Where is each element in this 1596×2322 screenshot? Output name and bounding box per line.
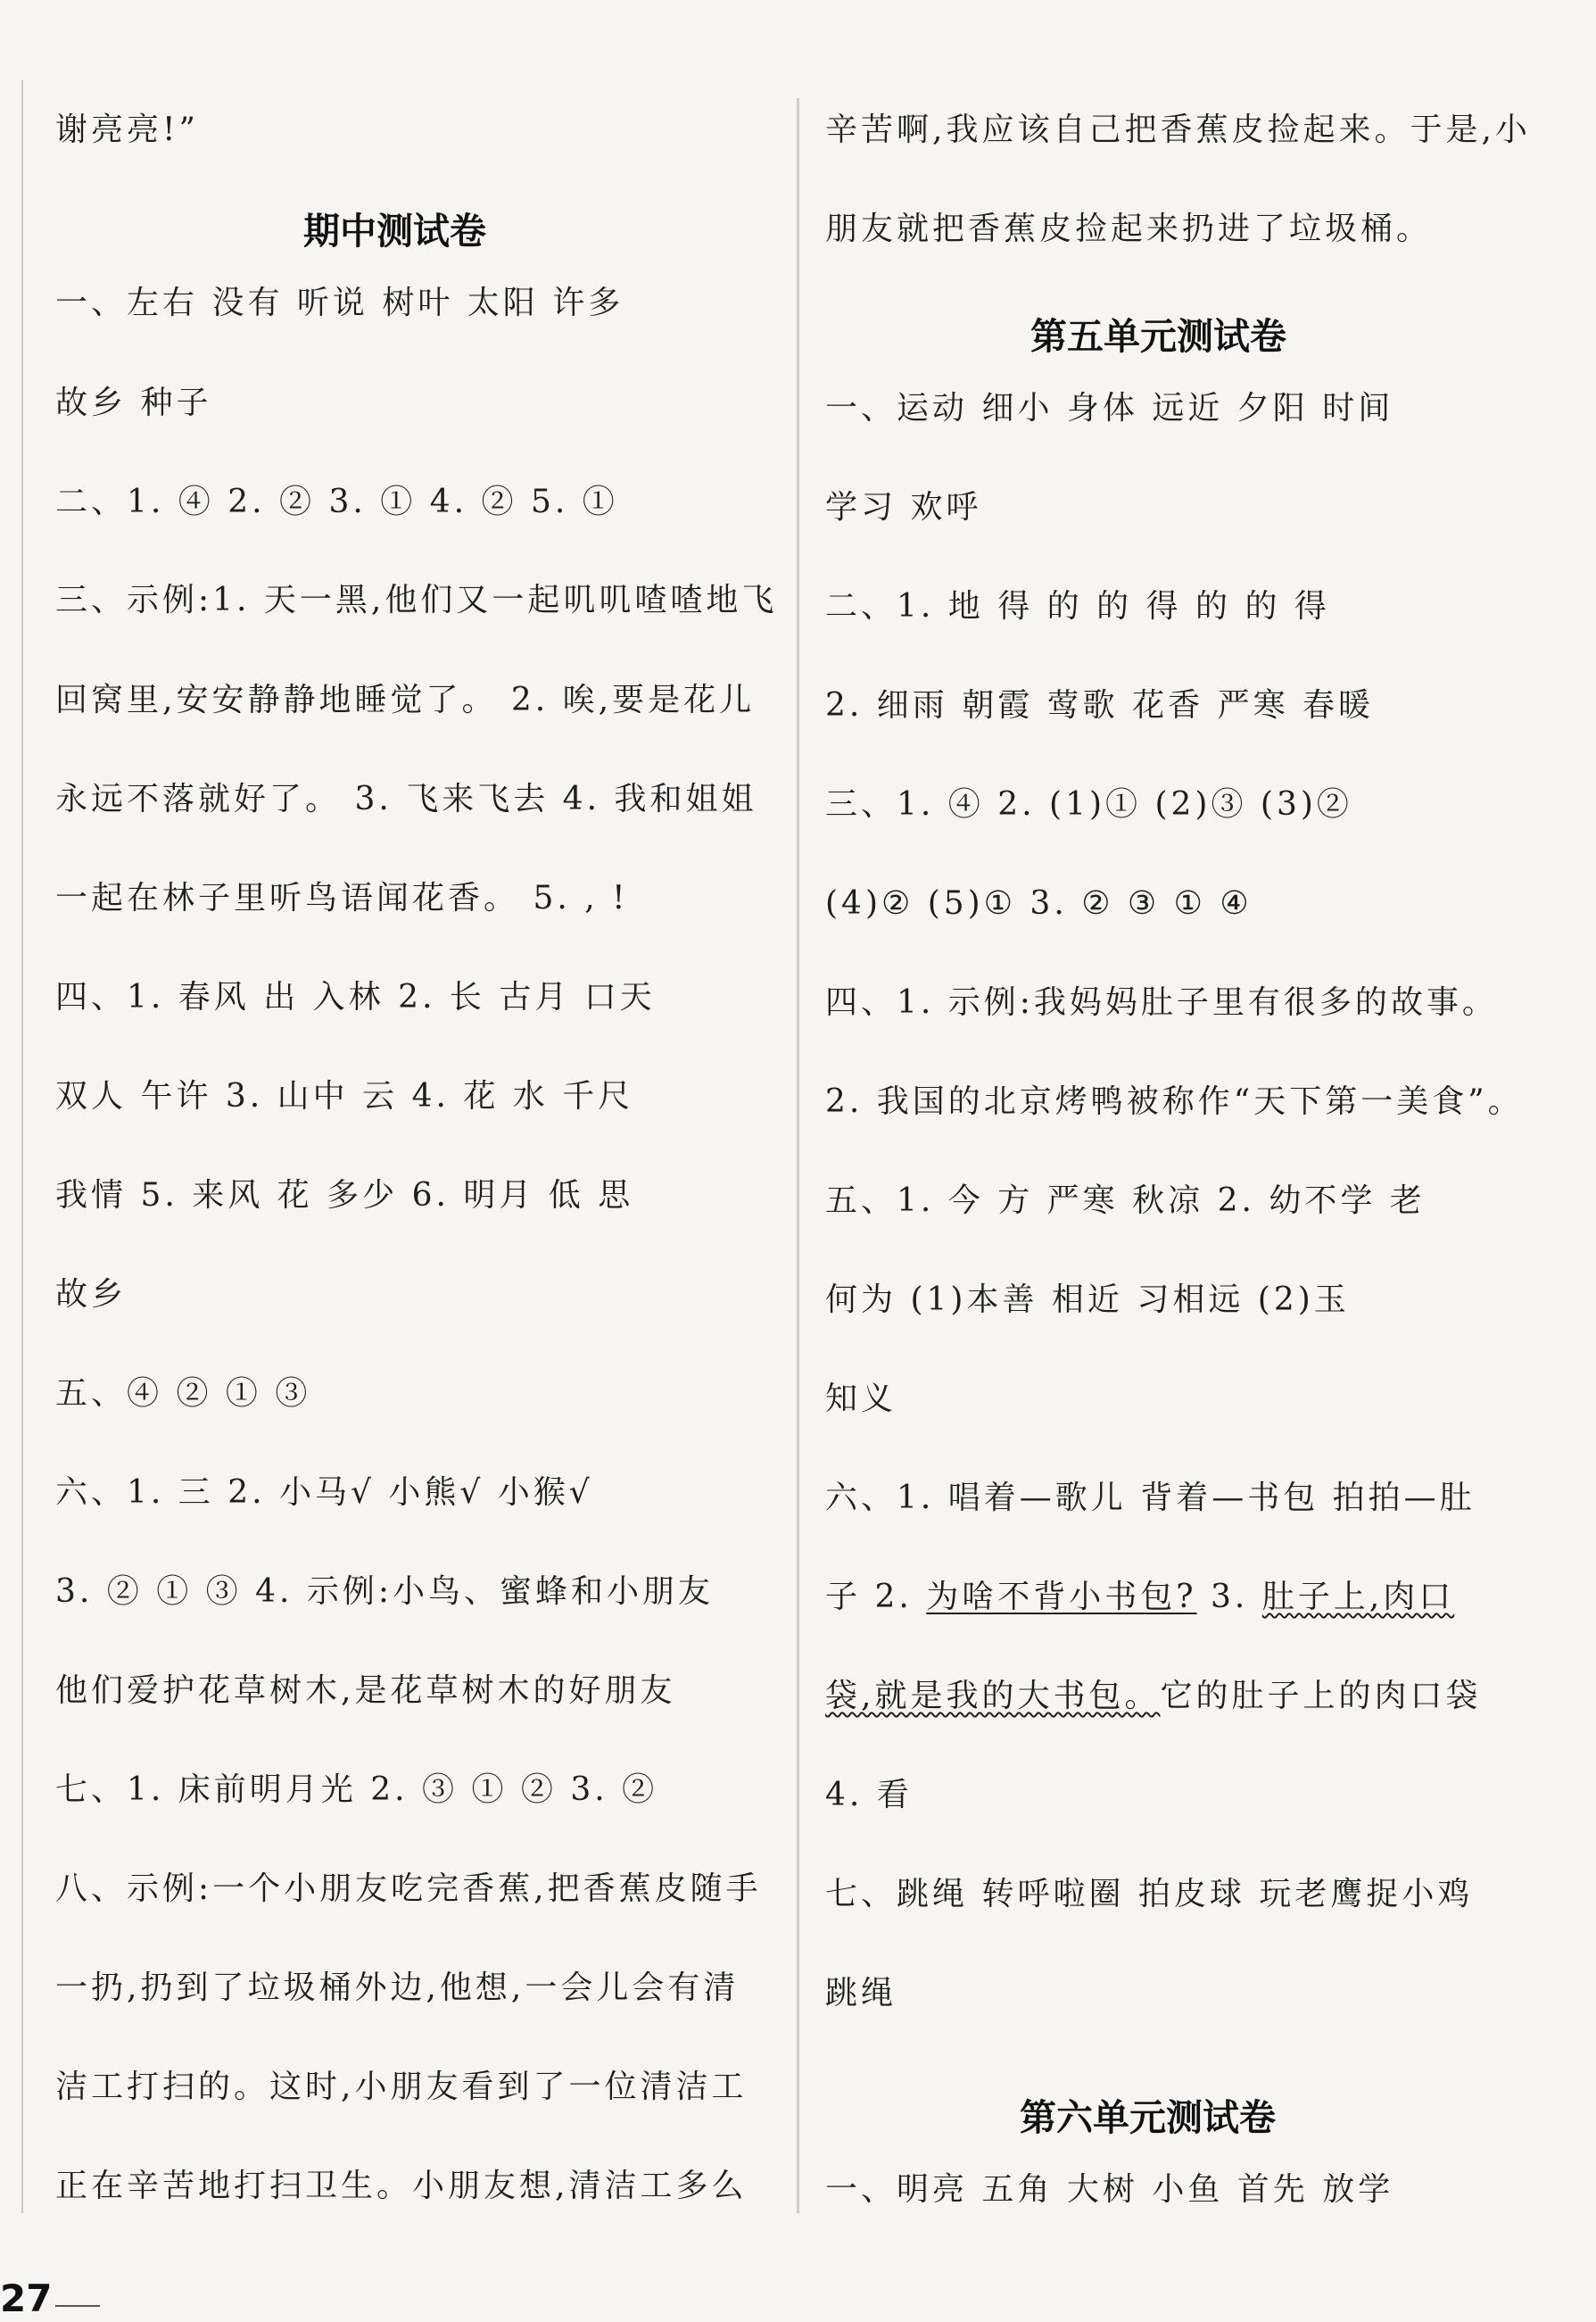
text-line: 三、1. ④ 2. (1)① (2)③ (3)② (825, 786, 1352, 823)
text-line: 双人 午许 3. 山中 云 4. 花 水 千尺 (55, 1078, 634, 1115)
text-line: 4. 看 (825, 1777, 913, 1813)
page-number-dash (55, 2305, 100, 2307)
text-line: 六、1. 唱着—歌儿 背着—书包 拍拍—肚 (825, 1480, 1476, 1516)
text-line: 2. 我国的北京烤鸭被称作“天下第一美食”。 (825, 1083, 1524, 1120)
text-line: 八、示例:一个小朋友吃完香蕉,把香蕉皮随手 (55, 1870, 762, 1907)
text-line: 一起在林子里听鸟语闻花香。 5. , ! (55, 880, 629, 916)
text-line: 跳绳 (825, 1975, 897, 2011)
text-segment: 3. (1196, 1579, 1262, 1615)
text-line: 回窝里,安安静静地睡觉了。 2. 唉,要是花儿 (55, 682, 756, 718)
text-line: 何为 (1)本善 相近 习相远 (2)玉 (825, 1281, 1350, 1318)
column-divider (797, 98, 799, 2213)
text-line: 一、左右 没有 听说 树叶 太阳 许多 (55, 285, 624, 321)
text-line: 二、1. ④ 2. ② 3. ① 4. ② 5. ① (55, 484, 618, 520)
page-number: 27 (0, 2276, 53, 2320)
text-line: 三、示例:1. 天一黑,他们又一起叽叽喳喳地飞 (55, 582, 778, 618)
text-line: 故乡 (55, 1276, 128, 1313)
text-line: 知义 (825, 1381, 897, 1417)
text-line: 一、明亮 五角 大树 小鱼 首先 放学 (825, 2171, 1394, 2208)
text-line: 六、1. 三 2. 小马√ 小熊√ 小猴√ (55, 1474, 593, 1511)
wavy-underlined-answer: 肚子上,肉口 (1261, 1579, 1455, 1615)
section-heading-unit6: 第六单元测试卷 (1020, 2096, 1276, 2139)
text-line: 2. 细雨 朝霞 莺歌 花香 严寒 春暖 (825, 687, 1375, 724)
text-line: (4)② (5)① 3. ② ③ ① ④ (825, 885, 1253, 922)
section-heading-midterm: 期中测试卷 (303, 210, 486, 253)
underlined-answer: 为啥不背小书包? (926, 1579, 1197, 1615)
section-heading-unit5: 第五单元测试卷 (1030, 315, 1286, 358)
text-line: 我情 5. 来风 花 多少 6. 明月 低 思 (55, 1177, 634, 1214)
text-line: 五、④ ② ① ③ (55, 1375, 311, 1412)
text-line: 四、1. 示例:我妈妈肚子里有很多的故事。 (825, 984, 1498, 1021)
text-line-underlined (825, 1677, 1481, 1716)
text-line: 故乡 种子 (55, 385, 212, 421)
text-line: 正在辛苦地打扫卫生。小朋友想,清洁工多么 (55, 2168, 748, 2204)
text-line: 洁工打扫的。这时,小朋友看到了一位清洁工 (55, 2069, 748, 2105)
text-segment: 它的肚子上的肉口袋 (1160, 1678, 1482, 1714)
text-segment: 子 2. (825, 1579, 927, 1615)
text-line: 他们爱护花草树木,是花草树木的好朋友 (55, 1672, 676, 1709)
text-line: 七、跳绳 转呼啦圈 拍皮球 玩老鹰捉小鸡 (825, 1876, 1474, 1912)
text-line: 一扔,扔到了垃圾桶外边,他想,一会儿会有清 (55, 1970, 740, 2006)
left-margin-rule (21, 80, 23, 2213)
text-line: 七、1. 床前明月光 2. ③ ① ② 3. ② (55, 1771, 658, 1808)
text-line-underlined (825, 1578, 1454, 1617)
text-line: 二、1. 地 得 的 的 得 的 的 得 (825, 588, 1330, 625)
text-line: 永远不落就好了。 3. 飞来飞去 4. 我和姐姐 (55, 781, 757, 817)
text-line: 谢亮亮!” (55, 112, 199, 148)
wavy-underlined-answer: 袋,就是我的大书包。 (825, 1678, 1161, 1714)
text-line: 朋友就把香蕉皮捡起来扔进了垃圾桶。 (825, 211, 1433, 247)
text-line: 学习 欢呼 (825, 489, 982, 526)
text-line: 3. ② ① ③ 4. 示例:小鸟、蜜蜂和小朋友 (55, 1573, 715, 1610)
text-line: 五、1. 今 方 严寒 秋凉 2. 幼不学 老 (825, 1182, 1426, 1219)
text-line: 辛苦啊,我应该自己把香蕉皮捡起来。于是,小 (825, 112, 1531, 148)
text-line: 一、运动 细小 身体 远近 夕阳 时间 (825, 390, 1394, 427)
text-line: 四、1. 春风 出 入林 2. 长 古月 口天 (55, 979, 656, 1016)
